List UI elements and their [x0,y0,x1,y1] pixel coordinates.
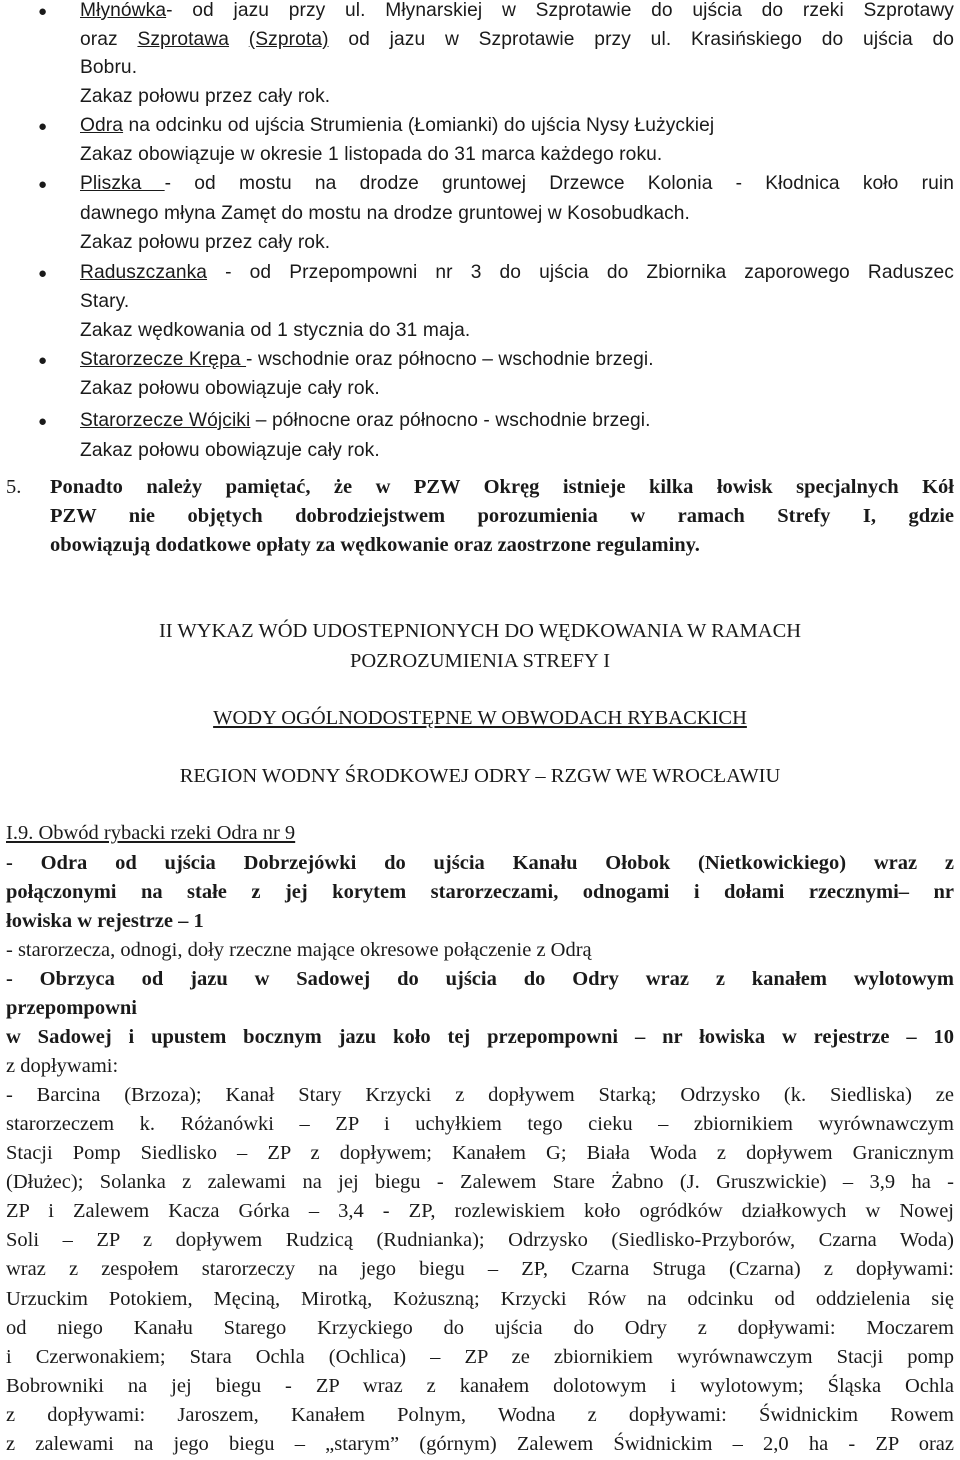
bullet-text: Zakaz połowu przez cały rok. [80,86,331,107]
water-name-link[interactable]: Odra [80,115,124,136]
bullet-text: - od mostu na drodze gruntowej Drzewce Kolonia - Kłodnica koło ruin [164,173,954,194]
bullet-line [80,0,954,24]
bullet-line [80,55,137,81]
heading-title-cont: POZROZUMIENIA STREFY I [349,650,611,672]
bullet-dot: ● [38,177,48,193]
bullet-line [80,260,954,286]
bullet-line [80,230,330,256]
bullet-line [80,318,470,344]
section-line: - Obrzyca od jazu w Sadowej do ujścia do Odry wraz z kanałem wylotowym [6,968,954,990]
region-heading: REGION WODNY ŚRODKOWEJ ODRY – RZGW WE WROCŁAWIU [179,765,781,787]
bullet-line [80,347,654,373]
bullet-text: Zakaz połowu obowiązuje cały rok. [80,440,380,461]
subheading: WODY OGÓLNODOSTĘPNE W OBWODACH RYBACKICH [213,707,747,729]
bullet-text: oraz [80,29,138,50]
point5-line: obowiązują dodatkowe opłaty za wędkowanie oraz zaostrzone regulaminy. [50,534,700,556]
bullet-text: - od Przepompowni nr 3 do ujścia do Zbiornika zaporowego Raduszec [207,262,954,283]
point5-line: Ponadto należy pamiętać, że w PZW Okręg istnieje kilka łowisk specjalnych Kół [50,476,954,498]
bullet-text: Zakaz wędkowania od 1 stycznia do 31 maja. [80,320,471,341]
bullet-dot: ● [38,4,48,20]
bullet-line [80,171,954,197]
bullet-line [80,289,129,315]
bullet-dot: ● [38,353,48,369]
bullet-text: Stary. [80,291,130,312]
bullet-line [80,408,651,434]
bullet-text: Bobru. [80,57,138,78]
section-line: Soli – ZP z dopływem Rudzicą (Rudnianka); Odrzysko (Siedlisko-Przyborów, Czarna Woda) [6,1229,954,1251]
bullet-dot: ● [38,414,48,430]
section-line: starorzeczem k. Różanówki – ZP i uchyłkiem tego cieku – zbiornikiem wyrównawczym [6,1113,954,1135]
section-title[interactable]: I.9. Obwód rybacki rzeki Odra nr 9 [6,822,296,844]
bullet-text: od jazu w Szprotawie przy ul. Krasińskiego do ujścia do [328,29,954,50]
section-line: przepompowni [6,997,137,1019]
bullet-text: – północne oraz północno - wschodnie brzegi. [250,410,651,431]
section-line: wraz z zespołem starorzeczy na jego biegu – ZP, Czarna Struga (Czarna) z dopływami: [6,1258,954,1280]
section-line: Stacji Pomp Siedlisko – ZP z dopływem; Kanałem G; Biała Woda z dopływem Granicznym [6,1142,954,1164]
water-name-link[interactable]: Pliszka [80,173,165,194]
section-line: połączonymi na stałe z jej korytem starorzeczami, odnogami i dołami rzecznymi– nr [6,881,954,903]
heading-title: II WYKAZ WÓD UDOSTEPNIONYCH DO WĘDKOWANIA W RAMACH [158,620,802,642]
bullet-dot: ● [38,266,48,282]
water-name-link[interactable]: Starorzecze Wójciki [80,410,251,431]
section-line: (Dłużec); Solanka z zalewami na jej biegu - Zalewem Stare Żabno (J. Gruszwickie) – 3,9 ha - [6,1171,954,1193]
section-line: Urzuckim Potokiem, Męciną, Mirotką, Kożuszną; Krzycki Rów na odcinku od oddzielenia się [6,1288,954,1310]
point-number: 5. [6,476,22,498]
section-line: od niego Kanału Starego Krzyckiego do ujścia do Odry z dopływami: Moczarem [6,1317,954,1339]
section-line: i Czerwonakiem; Stara Ochla (Ochlica) – ZP ze zbiornikiem wyrównawczym Stacji pomp [6,1346,954,1368]
point5-line: PZW nie objętych dobrodziejstwem porozumienia w ramach Strefy I, gdzie [50,505,954,527]
bullet-text: na odcinku od ujścia Strumienia (Łomianki) do ujścia Nysy Łużyckiej [123,115,715,136]
water-name-link[interactable]: Starorzecze Krępa [80,349,247,370]
section-line: łowiska w rejestrze – 1 [6,910,204,932]
bullet-text: - od jazu przy ul. Młynarskiej w Szprotawie do ujścia do rzeki Szprotawy [166,0,954,21]
bullet-text: Zakaz połowu obowiązuje cały rok. [80,378,380,399]
bullet-text: - wschodnie oraz północno – wschodnie brzegi. [246,349,654,370]
bullet-line [80,113,714,139]
bullet-dot: ● [38,119,48,135]
water-name-link[interactable]: Raduszczanka [80,262,208,283]
water-name-link[interactable]: Młynówka [80,0,167,21]
water-name-link[interactable]: (Szprota) [248,29,329,50]
water-name-link[interactable]: Szprotawa [137,29,230,50]
bullet-text: dawnego młyna Zamęt do mostu na drodze gruntowej w Kosobudkach. [80,203,690,224]
bullet-text: Zakaz obowiązuje w okresie 1 listopada do 31 marca każdego roku. [80,144,663,165]
section-line: z zalewami na jego biegu – „starym” (górnym) Zalewem Świdnickim – 2,0 ha - ZP oraz [6,1433,954,1455]
bullet-line [80,84,330,110]
section-line: Bobrowniki na jej biegu - ZP wraz z kanałem dolotowym i wylotowym; Śląska Ochla [6,1375,954,1397]
bullet-line [80,27,954,53]
section-line: - starorzecza, odnogi, doły rzeczne mające okresowe połączenie z Odrą [6,939,592,961]
section-line: w Sadowej i upustem bocznym jazu koło tej przepompowni – nr łowiska w rejestrze – 10 [6,1026,954,1048]
section-line: ZP i Zalewem Kacza Górka – 3,4 - ZP, rozlewiskiem koło ogródków działkowych w Nowej [6,1200,954,1222]
bullet-text: Zakaz połowu przez cały rok. [80,232,331,253]
bullet-line [80,438,380,464]
section-line: z dopływami: [6,1055,119,1077]
bullet-line [80,142,662,168]
bullet-line [80,201,690,227]
bullet-text [229,29,249,50]
section-line: z dopływami: Jaroszem, Kanałem Polnym, Wodna z dopływami: Świdnickim Rowem [6,1404,954,1426]
section-line: - Odra od ujścia Dobrzejówki do ujścia Kanału Ołobok (Nietkowickiego) wraz z [6,852,954,874]
bullet-line [80,376,380,402]
section-line: - Barcina (Brzoza); Kanał Stary Krzycki z dopływem Starką; Odrzysko (k. Siedliska) ze [6,1084,954,1106]
